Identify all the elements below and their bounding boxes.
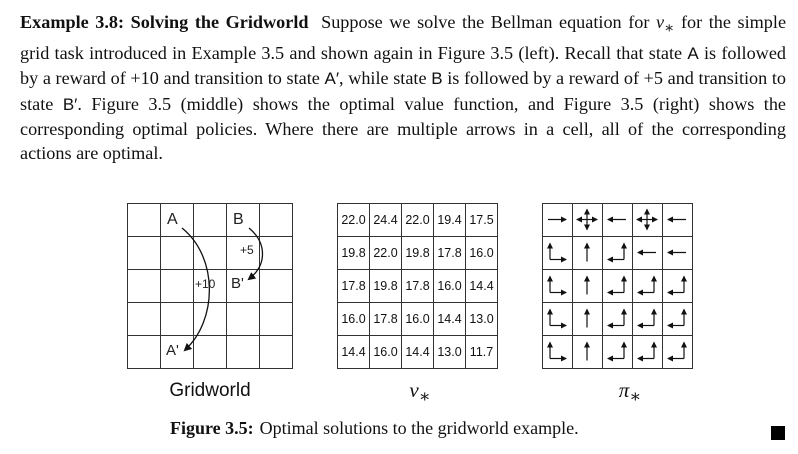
figure-caption-text: Optimal solutions to the gridworld example.	[259, 418, 579, 438]
policy-caption-symbol: π	[618, 378, 630, 402]
value-function-grid	[337, 203, 498, 369]
value-cell: 13.0	[434, 336, 466, 369]
value-cell: 16.0	[338, 303, 370, 336]
value-cell: 16.0	[370, 336, 402, 369]
value-cell: 16.0	[402, 303, 434, 336]
figure-label: Figure 3.5:	[170, 418, 254, 438]
value-cell: 22.0	[370, 237, 402, 270]
para-text-4: , while state	[339, 68, 427, 89]
math-star: ∗	[664, 19, 675, 37]
value-cell: 14.4	[402, 336, 434, 369]
gridworld-label-a: A	[167, 211, 178, 228]
state-a-prime: A′	[324, 69, 340, 89]
value-cell: 19.4	[434, 204, 466, 237]
gridworld-label-b-prime: B'	[231, 275, 244, 292]
policy-caption-subscript: ∗	[629, 386, 642, 407]
value-cell: 11.7	[466, 336, 498, 369]
value-cell: 17.5	[466, 204, 498, 237]
para-text-3: is followed by a reward of +10 and transition to state	[20, 42, 786, 89]
example-title: Example 3.8: Solving the Gridworld	[20, 12, 309, 32]
state-b-prime: B′	[62, 94, 78, 114]
qed-square	[771, 426, 785, 440]
gridworld-label-b: B	[233, 211, 244, 228]
value-cell: 22.0	[338, 204, 370, 237]
policy-arrows	[542, 203, 697, 368]
value-caption-subscript: ∗	[418, 386, 431, 407]
math-v: v	[655, 12, 665, 32]
value-cell: 14.4	[338, 336, 370, 369]
value-cell: 17.8	[338, 270, 370, 303]
value-cell: 17.8	[434, 237, 466, 270]
value-cell: 17.8	[402, 270, 434, 303]
math-v-star	[655, 12, 675, 37]
gridworld-reward-a: +10	[195, 277, 216, 291]
example-paragraph	[20, 10, 786, 165]
value-cell: 19.8	[338, 237, 370, 270]
value-cell: 14.4	[434, 303, 466, 336]
gridworld-caption: Gridworld	[169, 380, 251, 401]
policy-caption	[590, 378, 670, 407]
value-caption	[380, 378, 460, 407]
value-cell: 14.4	[466, 270, 498, 303]
state-a: A	[687, 43, 699, 63]
value-cell: 16.0	[466, 237, 498, 270]
gridworld-label-a-prime: A'	[166, 342, 179, 359]
gridworld-reward-b: +5	[240, 243, 254, 257]
figure-caption	[170, 418, 579, 439]
value-cell: 24.4	[370, 204, 402, 237]
state-b: B	[431, 69, 443, 89]
value-cell: 13.0	[466, 303, 498, 336]
value-cell: 19.8	[402, 237, 434, 270]
value-cell: 22.0	[402, 204, 434, 237]
para-text-5: is followed by a reward of +5 and transition to state	[20, 68, 787, 114]
value-caption-symbol: v	[409, 378, 419, 402]
para-text-2: for the simple grid task introduced in Example 3.5 and shown again in Figure 3.5 (left). Recall that state	[20, 12, 787, 63]
value-cell: 19.8	[370, 270, 402, 303]
para-text-6: . Figure 3.5 (middle) shows the optimal value function, and Figure 3.5 (right) shows the corresponding optimal policies. Where there are multiple arrows in a cell, all of the corresponding actions are optimal.	[20, 93, 787, 164]
para-text-1: Suppose we solve the Bellman equation for	[321, 12, 650, 32]
value-cell: 17.8	[370, 303, 402, 336]
value-cell: 16.0	[434, 270, 466, 303]
